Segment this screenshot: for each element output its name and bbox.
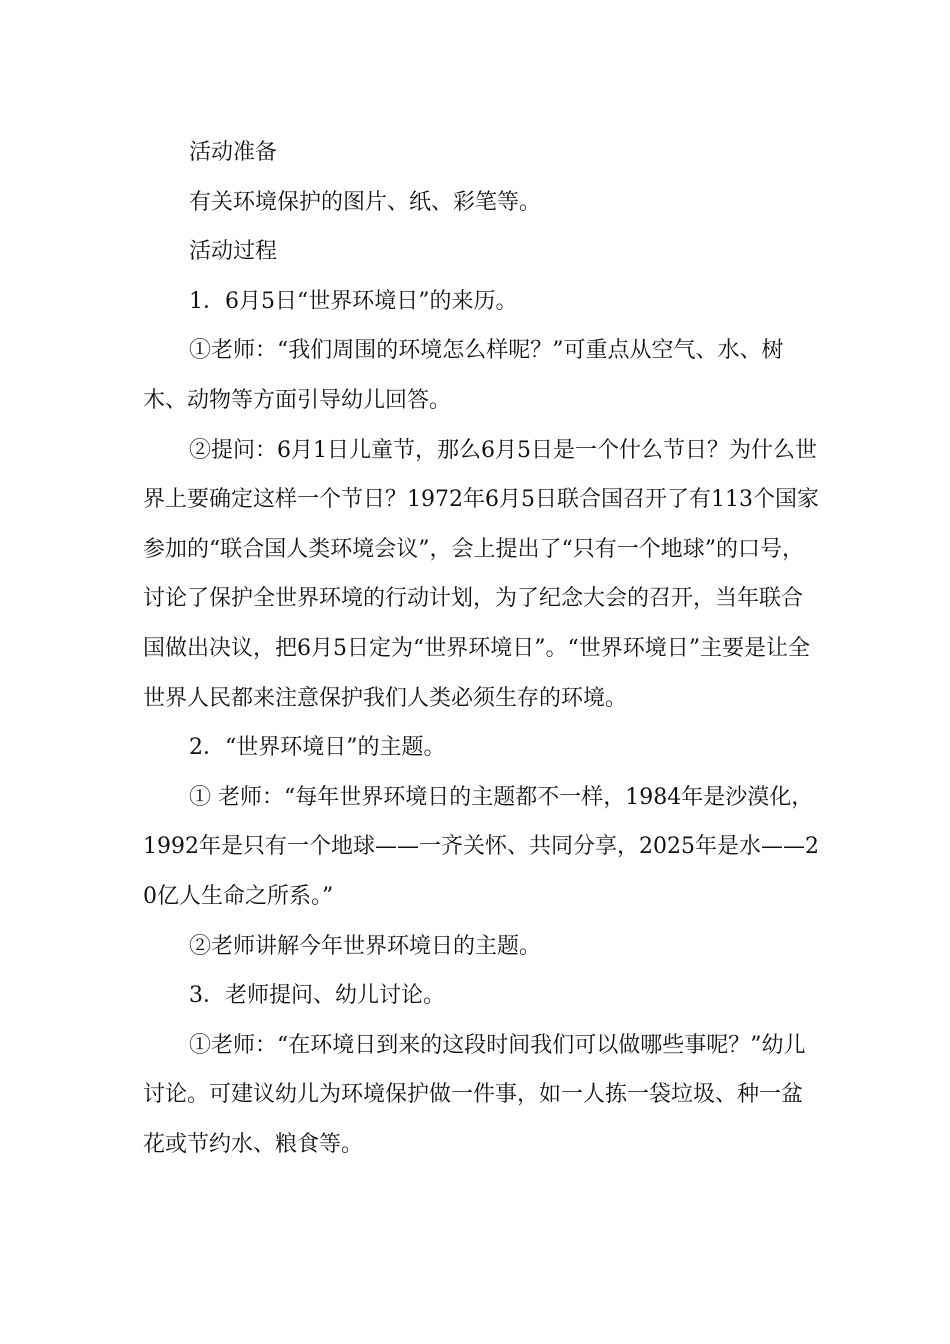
paragraph-materials: 有关环境保护的图片、纸、彩笔等。 — [189, 189, 542, 215]
section-heading-preparation: 活动准备 — [189, 140, 278, 165]
paragraph-step-3-a: ①老师：“在环境日到来的这段时间我们可以做哪些事呢？”幼儿讨论。可建议幼儿为环境保护做一件事，如一人拣一袋垃圾、种一盆花或节约水、粮食等。 — [143, 1032, 806, 1157]
step-heading-3: 3．老师提问、幼儿讨论。 — [189, 983, 445, 1009]
document-body — [143, 128, 823, 1169]
paragraph-step-2-a: ① 老师：“每年世界环境日的主题都不一样，1984年是沙漠化，1992年是只有一个地球——一齐关怀、共同分享，2025年是水——20亿人生命之所系。” — [143, 784, 819, 909]
step-heading-1: 1．6月5日“世界环境日”的来历。 — [189, 288, 518, 314]
section-heading-process: 活动过程 — [189, 239, 278, 265]
paragraph-step-1-b: ②提问：6月1日儿童节，那么6月5日是一个什么节日？为什么世界上要确定这样一个节日？1972年6月5日联合国召开了有113个国家参加的“联合国人类环境会议”，会上提出了“只有一个地球”的口号，讨论了保护全世界环境的行动计划，为了纪念大会的召开，当年联合国做出决议，把6月5日定为“世界环境日”。“世界环境日”主要是让全世界人民都来注意保护我们人类必须生存的环境。 — [143, 437, 819, 711]
paragraph-step-1-a: ①老师：“我们周围的环境怎么样呢？”可重点从空气、水、树木、动物等方面引导幼儿回答。 — [143, 338, 784, 413]
step-heading-2: 2．“世界环境日”的主题。 — [189, 735, 446, 761]
paragraph-step-2-b: ②老师讲解今年世界环境日的主题。 — [189, 933, 542, 959]
